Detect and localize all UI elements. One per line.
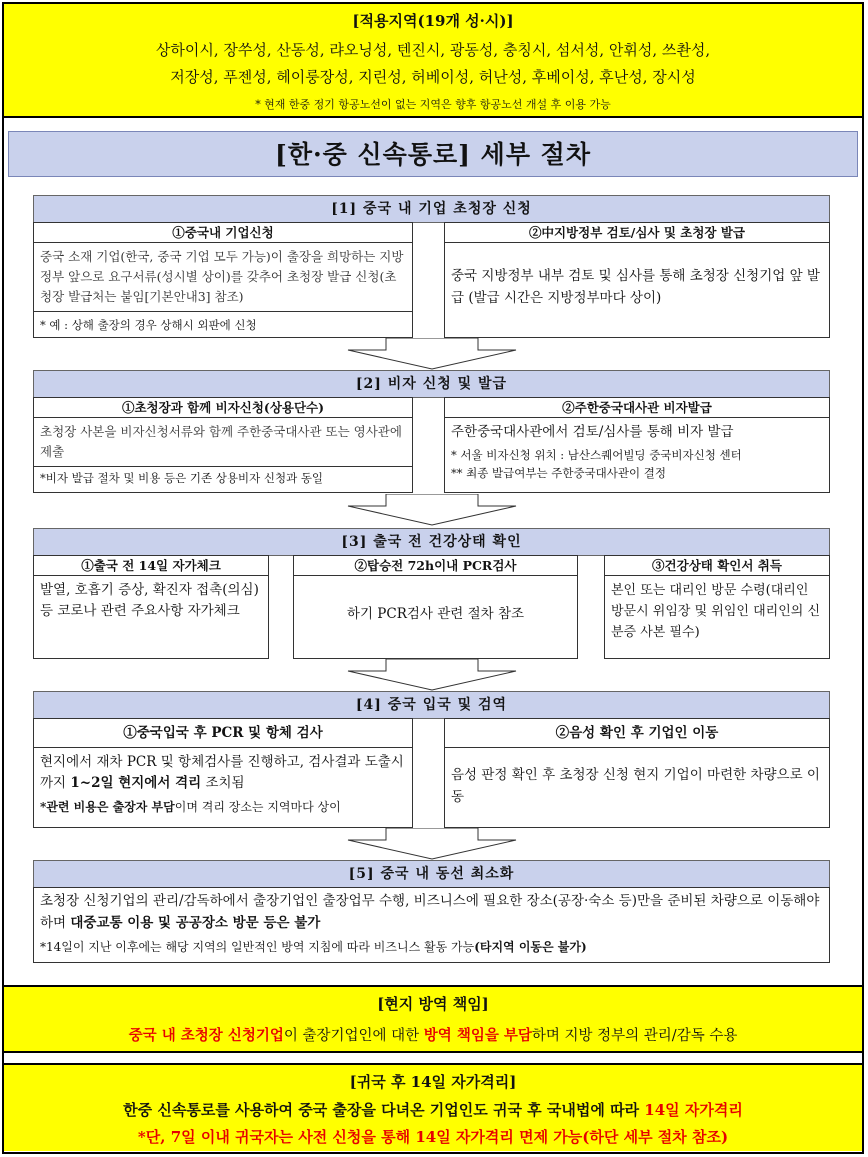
quarantine-title: [귀국 후 14일 자가격리] [349, 1073, 517, 1091]
section-3-col-2-title: ②탑승전 72h이내 PCR검사 [294, 556, 577, 576]
section-5-body [34, 888, 829, 938]
section-2-header: [2] 비자 신청 및 발급 [33, 370, 830, 398]
section-4-left-body-b: 1~2일 현지에서 격리 [70, 775, 202, 791]
section-2-left-box [33, 397, 413, 493]
section-4-left-body-a: 현지에서 재차 PCR 및 항체검사를 진행하고, 검사결과 도출시까지 [40, 754, 404, 791]
section-4-left-body [34, 748, 412, 798]
section-2-right-body: 주한중국대사관에서 검토/심사를 통해 비자 발급 [451, 424, 734, 440]
section-1-header: [1] 중국 내 기업 초청장 신청 [33, 195, 830, 223]
responsibility-text-1: 이 출장기업인에 대한 [283, 1028, 424, 1044]
section-1-left-box [33, 222, 413, 338]
responsibility-panel [4, 985, 862, 1053]
section-4-left-note [34, 798, 412, 816]
regions-line-1: 상하이시, 장쑤성, 산동성, 랴오닝성, 텐진시, 광동성, 충칭시, 섬서성, 안휘성, 쓰촨성, [155, 41, 711, 59]
section-1-right-title: ②中지방정부 검토/심사 및 초청장 발급 [445, 223, 829, 243]
regions-note: * 현재 한중 정기 항공노선이 없는 지역은 향후 항공노선 개설 후 이용 가능 [255, 98, 611, 111]
section-5-body-a: 초청장 신청기업의 관리/감독하에서 출장기업인 출장업무 수행, 비즈니스에 필요한 장소(공장·숙소 등)만을 준비된 차량으로 이동해야하며 [40, 893, 820, 931]
responsibility-text-2: 하며 지방 정부의 관리/감독 수용 [531, 1028, 738, 1044]
section-4-left-title: ①중국입국 후 PCR 및 항체 검사 [34, 719, 412, 748]
section-3-col-3-box [604, 555, 830, 659]
quarantine-line-1-a: 한중 신속통로를 사용하여 중국 출장을 다녀온 기업인도 귀국 후 국내법에 따라 [123, 1101, 645, 1119]
regions-title: [적용지역(19개 성·시)] [352, 12, 514, 30]
section-2-left-note: *비자 발급 절차 및 비용 등은 기존 상용비자 신청과 동일 [34, 466, 412, 487]
arrow-down-icon [346, 828, 518, 860]
section-4-right-title: ②음성 확인 후 기업인 이동 [445, 719, 829, 748]
section-3-col-3-title: ③건강상태 확인서 취득 [605, 556, 829, 576]
arrow-down-icon [346, 338, 518, 370]
section-5-header: [5] 중국 내 동선 최소화 [33, 860, 830, 888]
section-3-col-2-box [293, 555, 578, 659]
section-4-right-body: 음성 판정 확인 후 초청장 신청 현지 기업이 마련한 차량으로 이동 [451, 767, 820, 805]
quarantine-line-1 [4, 1099, 862, 1120]
section-1-right-box [444, 222, 830, 338]
responsibility-title: [현지 방역 책임] [377, 995, 489, 1013]
section-4-right-box [444, 718, 830, 828]
section-1-left-note: * 예 : 상해 출장의 경우 상해시 외판에 신청 [34, 311, 412, 334]
section-3-col-3-body: 본인 또는 대리인 방문 수령(대리인 방문시 위임장 및 위임인 대리인의 신분증 사본 필수) [611, 583, 821, 640]
regions-panel [4, 4, 862, 118]
section-1-left-title: ①중국내 기업신청 [34, 223, 412, 243]
section-2-right-note-1: * 서울 비자신청 위치 : 남산스퀘어빌딩 중국비자신청 센터 [451, 448, 742, 462]
section-2-left-body: 초청장 사본을 비자신청서류와 함께 주한중국대사관 또는 영사관에 제출 [40, 424, 402, 459]
arrow-down-icon [346, 659, 518, 691]
section-2-left-title: ①초청장과 함께 비자신청(상용단수) [34, 398, 412, 418]
section-2-right-box [444, 397, 830, 493]
section-4-left-box [33, 718, 413, 828]
quarantine-line-1-b: 14일 자가격리 [644, 1101, 743, 1119]
section-5-note [34, 938, 829, 956]
responsibility-text [4, 1024, 862, 1045]
section-4-left-note-b: 이며 격리 장소는 지역마다 상이 [174, 800, 341, 814]
section-5-box [33, 887, 830, 963]
section-5-note-a: *14일이 지난 이후에는 해당 지역의 일반적인 방역 지침에 따라 비즈니스 활동 가능 [40, 940, 475, 954]
section-2-right-note-2: ** 최종 발급여부는 주한중국대사관이 결정 [451, 466, 666, 480]
section-4-left-note-a: *관련 비용은 출장자 부담 [40, 800, 175, 814]
section-2-right-title: ②주한중국대사관 비자발급 [445, 398, 829, 418]
section-3-col-1-title: ①출국 전 14일 자가체크 [34, 556, 268, 576]
section-3-col-2-body: 하기 PCR검사 관련 절차 참조 [346, 606, 525, 622]
section-5-body-b: 대중교통 이용 및 공공장소 방문 등은 불가 [70, 915, 321, 931]
section-3-col-1-body: 발열, 호흡기 증상, 확진자 접촉(의심) 등 코로나 관련 주요사항 자가체크 [40, 582, 259, 619]
section-1-right-body: 중국 지방정부 내부 검토 및 심사를 통해 초청장 신청기업 앞 발급 (발급 시간은 지방정부마다 상이) [451, 268, 820, 306]
quarantine-panel [4, 1063, 862, 1151]
regions-line-2: 저장성, 푸젠성, 헤이룽장성, 지린성, 허베이성, 허난성, 후베이성, 후난성, 장시성 [170, 68, 696, 86]
main-title: [한·중 신속통로] 세부 절차 [8, 131, 858, 177]
section-1-left-body: 중국 소재 기업(한국, 중국 기업 모두 가능)이 출장을 희망하는 지방정부 앞으로 요구서류(성시별 상이)를 갖추어 초청장 발급 신청(초청장 발급처는 붙임[기본안내3] 참조) [40, 249, 404, 304]
section-4-header: [4] 중국 입국 및 검역 [33, 691, 830, 719]
section-3-header: [3] 출국 전 건강상태 확인 [33, 528, 830, 556]
quarantine-line-2: *단, 7일 이내 귀국자는 사전 신청을 통해 14일 자가격리 면제 가능(하단 세부 절차 참조) [137, 1128, 729, 1146]
responsibility-red-1: 중국 내 초청장 신청기업 [128, 1027, 284, 1044]
arrow-down-icon [346, 494, 518, 526]
section-5-note-b: (타지역 이동은 불가) [474, 940, 587, 954]
section-3-col-1-box [33, 555, 269, 659]
responsibility-red-2: 방역 책임을 부담 [423, 1027, 532, 1044]
section-4-left-body-c: 조치됨 [201, 775, 245, 791]
